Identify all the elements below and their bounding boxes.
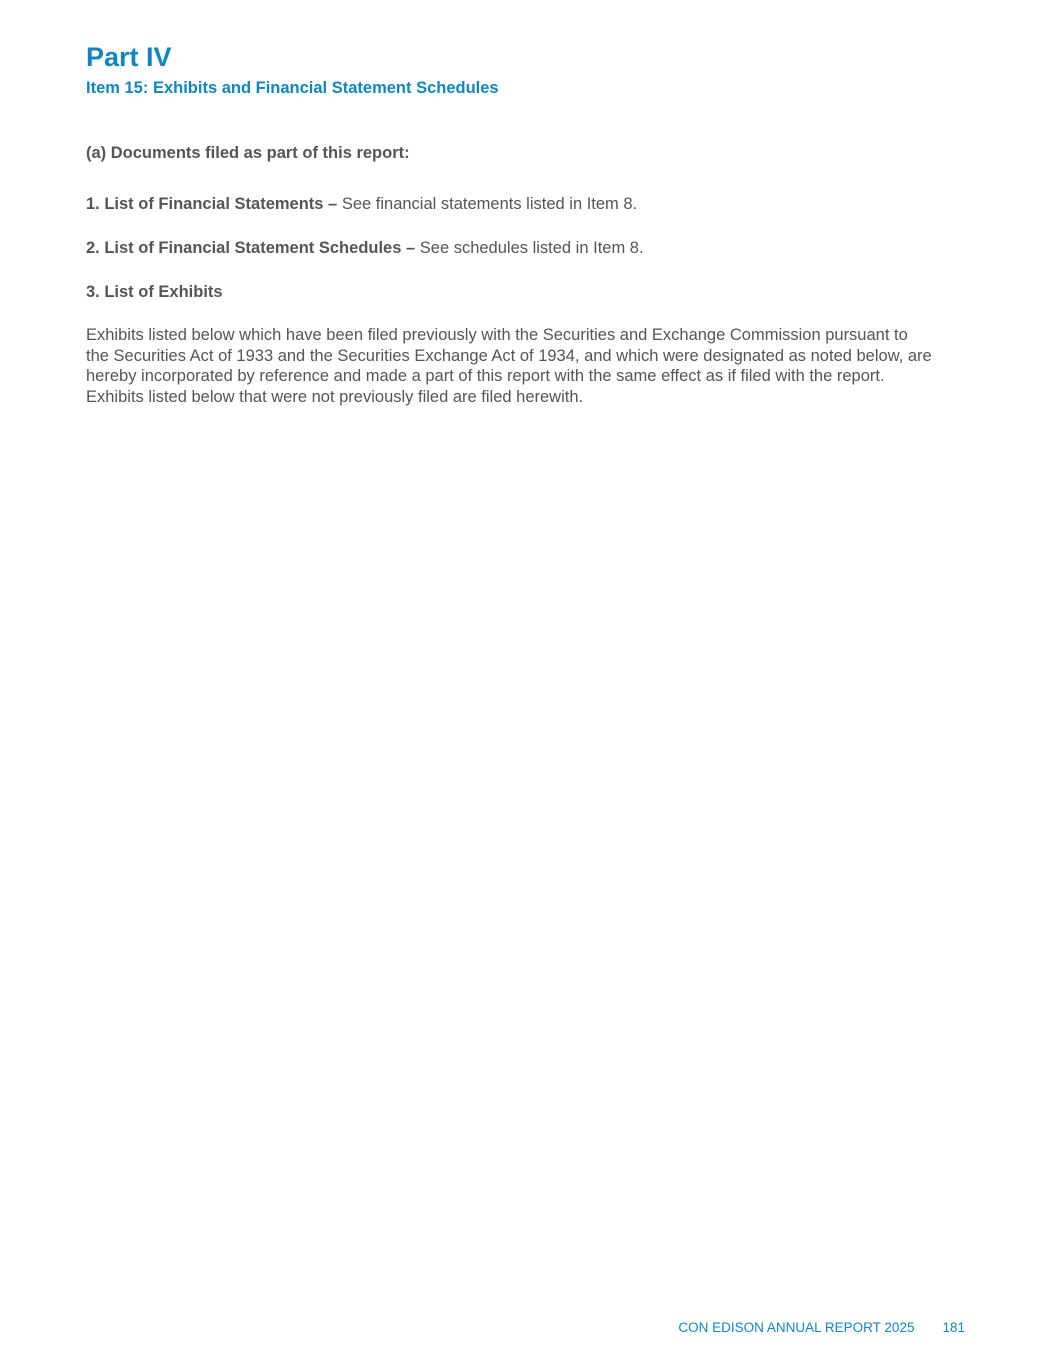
paragraph-line: Exhibits listed below that were not previously filed are filed herewith.	[86, 387, 584, 406]
paragraph-line: hereby incorporated by reference and made a part of this report with the same effect as if filed with the report.	[86, 367, 885, 385]
list-item-text: See financial statements listed in Item 8.	[337, 195, 638, 213]
footer-report-name: CON EDISON ANNUAL REPORT 2025	[678, 1320, 915, 1335]
paragraph-line: the Securities Act of 1933 and the Securities Exchange Act of 1934, and which were designated as noted below, are	[86, 346, 932, 365]
list-item-financial-statement-schedules	[86, 238, 644, 258]
list-item-lead: 3. List of Exhibits	[86, 283, 223, 301]
list-item-exhibits	[86, 282, 223, 302]
page-subtitle: Item 15: Exhibits and Financial Statement Schedules	[86, 79, 499, 97]
list-item-text: See schedules listed in Item 8.	[415, 239, 644, 257]
section-heading: (a) Documents filed as part of this report:	[86, 144, 410, 162]
page-title: Part IV	[86, 42, 172, 72]
exhibits-paragraph	[86, 325, 986, 407]
footer-page-number: 181	[942, 1320, 965, 1335]
list-item-lead: 1. List of Financial Statements –	[86, 195, 338, 213]
page-footer	[678, 1320, 965, 1336]
list-item-financial-statements	[86, 194, 637, 214]
list-item-lead: 2. List of Financial Statement Schedules –	[86, 239, 416, 257]
paragraph-line: Exhibits listed below which have been filed previously with the Securities and Exchange Commission pursuant to	[86, 326, 908, 344]
